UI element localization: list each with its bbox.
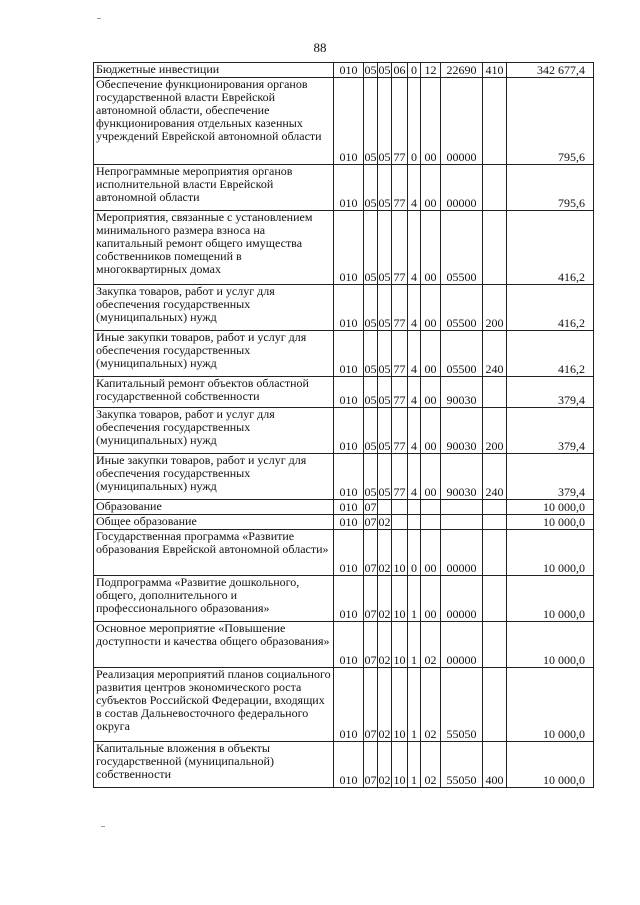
table-row xyxy=(94,454,594,500)
subprogram-code: 0 xyxy=(408,530,421,576)
admin-code: 010 xyxy=(334,165,364,211)
table-row xyxy=(94,211,594,285)
direction-code: 05500 xyxy=(441,331,483,377)
table-row xyxy=(94,668,594,742)
row-name: Государственная программа «Развитие образования Еврейской автономной области» xyxy=(94,530,334,576)
program-code: 77 xyxy=(392,331,408,377)
amount: 416,2 xyxy=(507,211,594,285)
program-code: 77 xyxy=(392,78,408,165)
direction-code: 55050 xyxy=(441,742,483,788)
subprogram-code: 4 xyxy=(408,285,421,331)
row-name: Непрограммные мероприятия органов исполнительной власти Еврейской автономной области xyxy=(94,165,334,211)
row-name: Подпрограмма «Развитие дошкольного, общего, дополнительного и профессионального образования» xyxy=(94,576,334,622)
admin-code: 010 xyxy=(334,530,364,576)
main-activity-code: 00 xyxy=(421,454,441,500)
program-code: 77 xyxy=(392,285,408,331)
expense-type-code xyxy=(483,515,507,530)
main-activity-code: 02 xyxy=(421,742,441,788)
table-row xyxy=(94,622,594,668)
table-row xyxy=(94,576,594,622)
expense-type-code xyxy=(483,500,507,515)
amount: 795,6 xyxy=(507,165,594,211)
expense-type-code xyxy=(483,165,507,211)
subsection-code: 05 xyxy=(378,408,392,454)
expense-type-code: 240 xyxy=(483,454,507,500)
subprogram-code xyxy=(408,515,421,530)
expense-type-code: 410 xyxy=(483,63,507,78)
section-code: 07 xyxy=(364,622,378,668)
table-row xyxy=(94,78,594,165)
direction-code xyxy=(441,500,483,515)
expense-type-code xyxy=(483,211,507,285)
amount: 379,4 xyxy=(507,454,594,500)
table-row xyxy=(94,408,594,454)
admin-code: 010 xyxy=(334,576,364,622)
amount: 795,6 xyxy=(507,78,594,165)
table-row xyxy=(94,165,594,211)
direction-code xyxy=(441,515,483,530)
program-code: 10 xyxy=(392,668,408,742)
admin-code: 010 xyxy=(334,211,364,285)
direction-code: 00000 xyxy=(441,78,483,165)
scan-mark-bottom xyxy=(101,826,105,827)
admin-code: 010 xyxy=(334,377,364,408)
subprogram-code: 4 xyxy=(408,331,421,377)
table-row xyxy=(94,500,594,515)
row-name: Капитальные вложения в объекты государственной (муниципальной) собственности xyxy=(94,742,334,788)
direction-code: 05500 xyxy=(441,285,483,331)
section-code: 07 xyxy=(364,515,377,529)
section-code: 05 xyxy=(364,285,378,331)
admin-code: 010 xyxy=(334,63,364,78)
admin-code: 010 xyxy=(334,622,364,668)
program-code: 10 xyxy=(392,742,408,788)
subprogram-code: 4 xyxy=(408,377,421,408)
main-activity-code: 02 xyxy=(421,668,441,742)
section-code: 07 xyxy=(364,500,377,514)
subsection-code: 02 xyxy=(378,515,391,529)
direction-code: 55050 xyxy=(441,668,483,742)
direction-code: 05500 xyxy=(441,211,483,285)
table-row xyxy=(94,377,594,408)
row-name: Мероприятия, связанные с установлением минимального размера взноса на капитальный ремонт общего имущества собственников помещений в многоквартирных домах xyxy=(94,211,334,285)
direction-code: 00000 xyxy=(441,576,483,622)
section-code: 05 xyxy=(364,331,378,377)
expense-type-code xyxy=(483,530,507,576)
subprogram-code: 1 xyxy=(408,622,421,668)
program-code: 77 xyxy=(392,408,408,454)
subprogram-code: 4 xyxy=(408,165,421,211)
subsection-code: 02 xyxy=(378,530,392,576)
expense-type-code xyxy=(483,668,507,742)
section-code: 05 xyxy=(364,165,378,211)
subprogram-code: 1 xyxy=(408,742,421,788)
amount: 10 000,0 xyxy=(507,622,594,668)
program-code: 06 xyxy=(393,63,406,77)
direction-code: 22690 xyxy=(441,63,483,78)
amount: 10 000,0 xyxy=(507,668,594,742)
main-activity-code: 00 xyxy=(421,331,441,377)
program-code: 10 xyxy=(392,530,408,576)
expense-type-code xyxy=(483,576,507,622)
amount: 10 000,0 xyxy=(507,500,594,515)
subsection-code: 05 xyxy=(378,285,392,331)
direction-code: 90030 xyxy=(441,454,483,500)
subsection-code: 02 xyxy=(378,622,392,668)
row-name: Обеспечение функционирования органов государственной власти Еврейской автономной области, обеспечение функционирования отдельных казенных учреждений Еврейской автономной области xyxy=(94,78,334,165)
expense-type-code xyxy=(483,377,507,408)
scan-mark-top xyxy=(97,18,101,19)
subsection-code: 05 xyxy=(378,63,391,77)
amount: 342 677,4 xyxy=(507,63,594,78)
row-name: Основное мероприятие «Повышение доступности и качества общего образования» xyxy=(94,622,334,668)
subprogram-code: 4 xyxy=(408,454,421,500)
row-name: Иные закупки товаров, работ и услуг для обеспечения государственных (муниципальных) нужд xyxy=(94,454,334,500)
main-activity-code: 00 xyxy=(421,408,441,454)
amount: 10 000,0 xyxy=(507,530,594,576)
budget-table xyxy=(93,62,594,788)
subsection-code: 05 xyxy=(378,211,392,285)
main-activity-code xyxy=(421,500,441,515)
subprogram-code: 0 xyxy=(408,63,421,78)
table-row xyxy=(94,515,594,530)
expense-type-code: 200 xyxy=(483,285,507,331)
expense-type-code xyxy=(483,622,507,668)
program-code: 77 xyxy=(392,377,408,408)
subprogram-code: 4 xyxy=(408,408,421,454)
table-row xyxy=(94,530,594,576)
budget-table-body xyxy=(94,63,594,788)
main-activity-code: 00 xyxy=(421,211,441,285)
section-code: 05 xyxy=(364,377,378,408)
table-row xyxy=(94,285,594,331)
subsection-code: 05 xyxy=(378,454,392,500)
amount: 379,4 xyxy=(507,408,594,454)
table-row xyxy=(94,331,594,377)
row-name: Капитальный ремонт объектов областной государственной собственности xyxy=(94,377,334,408)
section-code: 05 xyxy=(364,211,378,285)
admin-code: 010 xyxy=(334,408,364,454)
program-code: 77 xyxy=(392,165,408,211)
expense-type-code: 240 xyxy=(483,331,507,377)
row-name: Общее образование xyxy=(94,515,334,530)
section-code: 05 xyxy=(364,78,378,165)
amount: 10 000,0 xyxy=(507,576,594,622)
program-code: 10 xyxy=(392,622,408,668)
direction-code: 90030 xyxy=(441,377,483,408)
direction-code: 90030 xyxy=(441,408,483,454)
amount: 10 000,0 xyxy=(507,515,594,530)
admin-code: 010 xyxy=(334,78,364,165)
row-name: Закупка товаров, работ и услуг для обеспечения государственных (муниципальных) нужд xyxy=(94,285,334,331)
main-activity-code: 12 xyxy=(421,63,441,78)
row-name: Реализация мероприятий планов социального развития центров экономического роста субъектов Российской Федерации, входящих в состав Дальневосточного федерального округа xyxy=(94,668,334,742)
program-code xyxy=(392,515,408,530)
main-activity-code: 02 xyxy=(421,622,441,668)
main-activity-code: 00 xyxy=(421,377,441,408)
expense-type-code: 400 xyxy=(483,742,507,788)
section-code: 05 xyxy=(364,454,378,500)
subsection-code: 02 xyxy=(378,742,392,788)
row-name: Бюджетные инвестиции xyxy=(94,63,334,78)
admin-code: 010 xyxy=(334,668,364,742)
main-activity-code: 00 xyxy=(421,576,441,622)
program-code: 10 xyxy=(392,576,408,622)
direction-code: 00000 xyxy=(441,622,483,668)
section-code: 05 xyxy=(364,408,378,454)
main-activity-code: 00 xyxy=(421,285,441,331)
row-name: Образование xyxy=(94,500,334,515)
subprogram-code xyxy=(408,500,421,515)
section-code: 07 xyxy=(364,668,378,742)
table-row xyxy=(94,742,594,788)
admin-code: 010 xyxy=(334,742,364,788)
direction-code: 00000 xyxy=(441,530,483,576)
amount: 10 000,0 xyxy=(507,742,594,788)
subprogram-code: 0 xyxy=(408,78,421,165)
admin-code: 010 xyxy=(334,285,364,331)
expense-type-code xyxy=(483,78,507,165)
expense-type-code: 200 xyxy=(483,408,507,454)
subsection-code: 05 xyxy=(378,78,392,165)
admin-code: 010 xyxy=(334,500,364,515)
section-code: 07 xyxy=(364,742,378,788)
subsection-code: 02 xyxy=(378,668,392,742)
row-name: Закупка товаров, работ и услуг для обеспечения государственных (муниципальных) нужд xyxy=(94,408,334,454)
section-code: 05 xyxy=(364,63,377,77)
subsection-code: 02 xyxy=(378,576,392,622)
program-code: 77 xyxy=(392,454,408,500)
section-code: 07 xyxy=(364,576,378,622)
admin-code: 010 xyxy=(334,454,364,500)
direction-code: 00000 xyxy=(441,165,483,211)
section-code: 07 xyxy=(364,530,378,576)
subsection-code xyxy=(378,500,392,515)
amount: 379,4 xyxy=(507,377,594,408)
subsection-code: 05 xyxy=(378,331,392,377)
subprogram-code: 4 xyxy=(408,211,421,285)
amount: 416,2 xyxy=(507,331,594,377)
program-code: 77 xyxy=(392,211,408,285)
row-name: Иные закупки товаров, работ и услуг для обеспечения государственных (муниципальных) нужд xyxy=(94,331,334,377)
subprogram-code: 1 xyxy=(408,576,421,622)
subsection-code: 05 xyxy=(378,165,392,211)
admin-code: 010 xyxy=(334,331,364,377)
subsection-code: 05 xyxy=(378,377,392,408)
main-activity-code: 00 xyxy=(421,530,441,576)
program-code xyxy=(392,500,408,515)
main-activity-code xyxy=(421,515,441,530)
amount: 416,2 xyxy=(507,285,594,331)
main-activity-code: 00 xyxy=(421,78,441,165)
page-number: 88 xyxy=(313,40,327,55)
table-row xyxy=(94,63,594,78)
main-activity-code: 00 xyxy=(421,165,441,211)
subprogram-code: 1 xyxy=(408,668,421,742)
admin-code: 010 xyxy=(334,515,364,530)
